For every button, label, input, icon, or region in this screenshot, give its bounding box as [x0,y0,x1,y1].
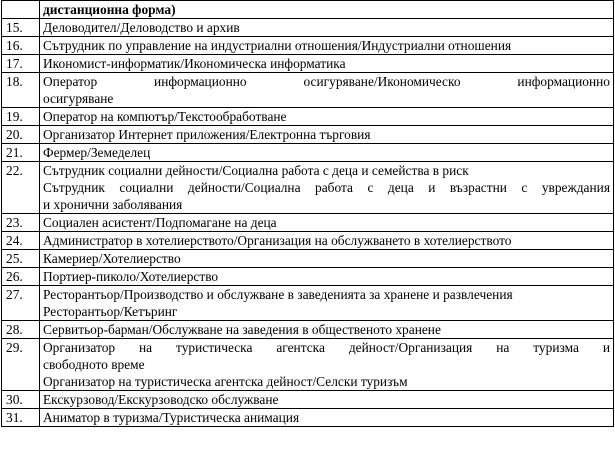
table-row [2,409,614,427]
row-text-line: Организатор на туристическа агентска дейност/Организация на туризма и [43,340,610,355]
row-number-cell: 30. [2,391,40,409]
table-row [2,321,614,339]
row-number-cell: 28. [2,321,40,339]
row-text-line: Организатор на туристическа агентска дейност/Селски туризъм [43,374,408,389]
row-text-line: Ресторантьор/Кетъринг [43,304,178,319]
row-text-cell [40,409,614,427]
table-row [2,286,614,321]
row-number-cell: 19. [2,108,40,126]
row-number-cell: 24. [2,232,40,250]
row-text-line: Камериер/Хотелиерство [43,251,181,266]
header-text-cell: дистанционна форма) [40,1,614,19]
row-text-line: Оператор на компютър/Текстообработване [43,109,287,124]
row-text-cell [40,286,614,321]
row-number-cell: 26. [2,268,40,286]
row-text-line: Администратор в хотелиерството/Организация на обслужването в хотелиерството [43,233,512,248]
row-number-cell: 31. [2,409,40,427]
table-row [2,232,614,250]
specialties-table [1,0,614,427]
row-text-line: Аниматор в туризма/Туристическа анимация [43,410,300,425]
row-text-line: Сътрудник социални дейности/Социална работа с деца и семейства в риск [43,163,469,178]
row-text-cell [40,268,614,286]
row-text-cell [40,214,614,232]
row-number-cell: 29. [2,339,40,391]
row-text-line: Сътрудник социални дейности/Социална работа с деца и възрастни с увреждания [43,180,610,195]
row-number-cell: 17. [2,55,40,73]
row-text-line: Екскурзовод/Екскурзоводско обслужване [43,392,279,407]
row-text-line: осигуряване [43,91,114,106]
header-row [2,1,614,19]
row-text-line: Деловодител/Деловодство и архив [43,20,240,35]
row-text-line: Икономист-информатик/Икономическа информатика [43,56,346,71]
row-text-line: свободното време [43,357,145,372]
row-number-cell: 16. [2,37,40,55]
row-number-cell: 25. [2,250,40,268]
row-text-cell [40,162,614,214]
row-text-cell [40,232,614,250]
table-row [2,268,614,286]
row-text-cell [40,73,614,108]
row-number-cell: 21. [2,144,40,162]
row-text-cell [40,339,614,391]
row-number-cell: 23. [2,214,40,232]
row-text-cell [40,108,614,126]
row-text-line: Ресторантьор/Производство и обслужване в заведенията за хранене и развлечения [43,287,513,302]
table-row [2,214,614,232]
row-number-cell: 15. [2,19,40,37]
table-row [2,250,614,268]
header-num-cell [2,1,40,19]
row-text-line: и хронични заболявания [43,197,183,212]
table-body [2,1,614,427]
row-text-line: Сервитьор-барман/Обслужване на заведения в общественото хранене [43,322,441,337]
row-number-cell: 22. [2,162,40,214]
table-row [2,144,614,162]
row-text-line: Фермер/Земеделец [43,145,151,160]
row-text-cell [40,126,614,144]
row-text-cell [40,37,614,55]
table-row [2,339,614,391]
table-row [2,37,614,55]
row-text-line: Сътрудник по управление на индустриални отношения/Индустриални отношения [43,38,512,53]
row-text-line: Портиер-пиколо/Хотелиерство [43,269,219,284]
row-text-line: Организатор Интернет приложения/Електронна търговия [43,127,371,142]
table-row [2,55,614,73]
row-text-cell [40,55,614,73]
row-text-cell [40,321,614,339]
row-text-cell [40,391,614,409]
row-text-cell [40,144,614,162]
table-row [2,19,614,37]
table-row [2,162,614,214]
row-number-cell: 20. [2,126,40,144]
row-text-cell [40,250,614,268]
row-text-cell [40,19,614,37]
row-number-cell: 27. [2,286,40,321]
table-row [2,73,614,108]
row-text-line: Оператор информационно осигуряване/Икономическо информационно [43,74,610,89]
table-row [2,126,614,144]
row-text-line: Социален асистент/Подпомагане на деца [43,215,277,230]
row-number-cell: 18. [2,73,40,108]
table-row [2,108,614,126]
table-row [2,391,614,409]
